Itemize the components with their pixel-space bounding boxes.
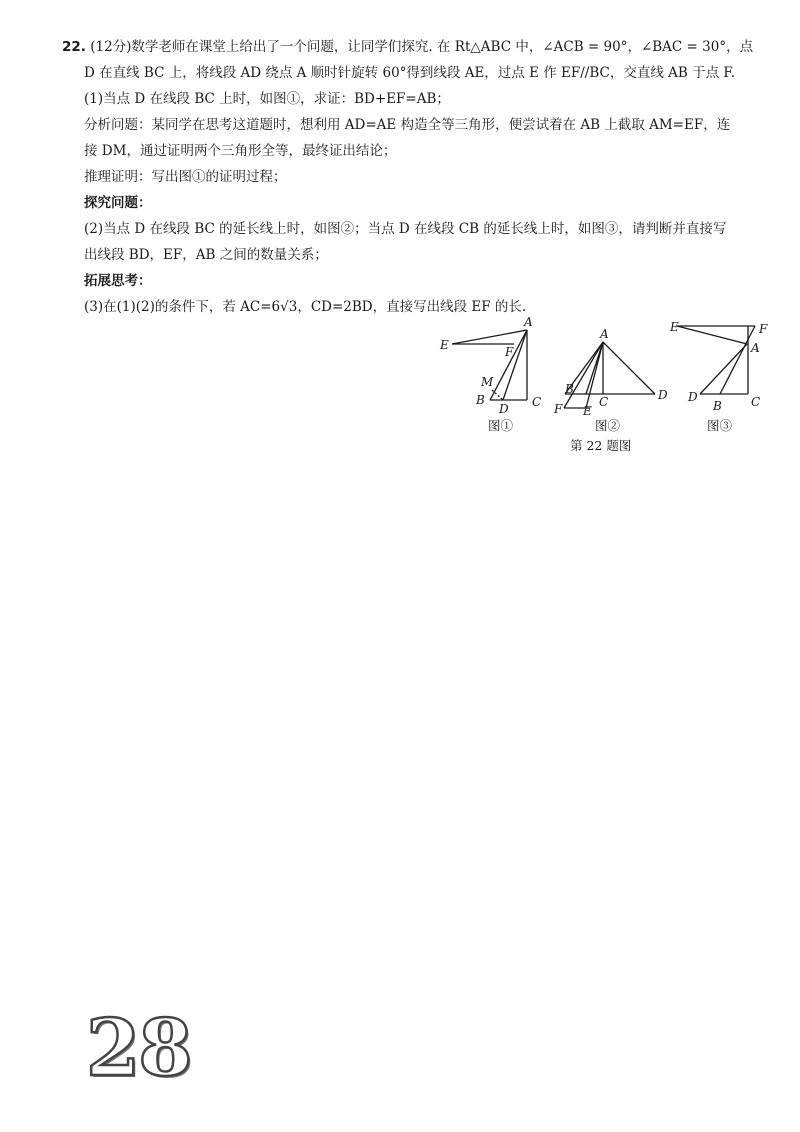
fig2-label-c: C (599, 395, 609, 409)
fig2-label-f: F (554, 402, 563, 416)
fig3-label-d: D (688, 390, 698, 404)
fig3-label-b: B (713, 399, 722, 413)
problem-number: 22. (62, 39, 86, 55)
problem-22 (62, 34, 777, 320)
page-number: 28 (86, 1003, 191, 1094)
figure-group (430, 310, 770, 460)
fig1-label-f: F (505, 345, 514, 359)
problem-line-1: 22. (12分)数学老师在课堂上给出了一个问题，让同学们探究. 在 Rt△ABC 中，∠ACB = 90°，∠BAC = 30°，点 (62, 39, 754, 55)
fig3-label-e: E (670, 320, 679, 334)
fig1-label-b: B (476, 393, 485, 407)
part-2-question: (2)当点 D 在线段 BC 的延长线上时，如图②；当点 D 在线段 CB 的延长线上时，如图③，请判断并直接写 (84, 221, 727, 237)
fig2-label-b: B (565, 382, 574, 396)
proof-instruction: 推理证明：写出图①的证明过程； (84, 169, 287, 185)
figure-3-drawing (677, 326, 755, 394)
part-2-question-cont: 出线段 BD，EF，AB 之间的数量关系； (84, 247, 328, 263)
figure-2-drawing (564, 342, 655, 408)
geometry-figures (430, 310, 770, 460)
fig1-label-a: A (524, 315, 533, 329)
part-1-question: (1)当点 D 在线段 BC 上时，如图①，求证：BD+EF=AB； (84, 91, 450, 107)
explore-heading: 探究问题： (84, 195, 152, 211)
figure-1-drawing (452, 330, 527, 400)
extension-heading: 拓展思考： (84, 273, 152, 289)
analysis-paragraph: 分析问题：某同学在思考这道题时，想利用 AD=AE 构造全等三角形，便尝试着在 AB 上截取 AM=EF，连 (84, 117, 731, 133)
figure-caption: 第 22 题图 (570, 438, 632, 453)
fig1-label-c: C (532, 395, 542, 409)
fig3-caption: 图③ (707, 418, 733, 433)
fig1-label-d: D (499, 402, 509, 416)
analysis-paragraph-cont: 接 DM，通过证明两个三角形全等，最终证出结论； (84, 143, 397, 159)
fig2-label-a: A (600, 327, 609, 341)
fig3-label-c: C (751, 395, 761, 409)
fig1-label-e: E (440, 338, 449, 352)
part-3-question: (3)在(1)(2)的条件下，若 AC=6√3，CD=2BD，直接写出线段 EF 的长. (84, 299, 527, 315)
fig2-caption: 图② (595, 418, 621, 433)
fig2-label-e: E (583, 404, 592, 418)
fig1-label-m: M (481, 375, 494, 389)
problem-line-2: D 在直线 BC 上，将线段 AD 绕点 A 顺时针旋转 60°得到线段 AE，过点 E 作 EF//BC，交直线 AB 于点 F. (84, 65, 735, 81)
fig1-caption: 图① (488, 418, 514, 433)
fig2-label-d: D (658, 388, 668, 402)
fig3-label-f: F (759, 322, 768, 336)
fig3-label-a: A (751, 341, 760, 355)
